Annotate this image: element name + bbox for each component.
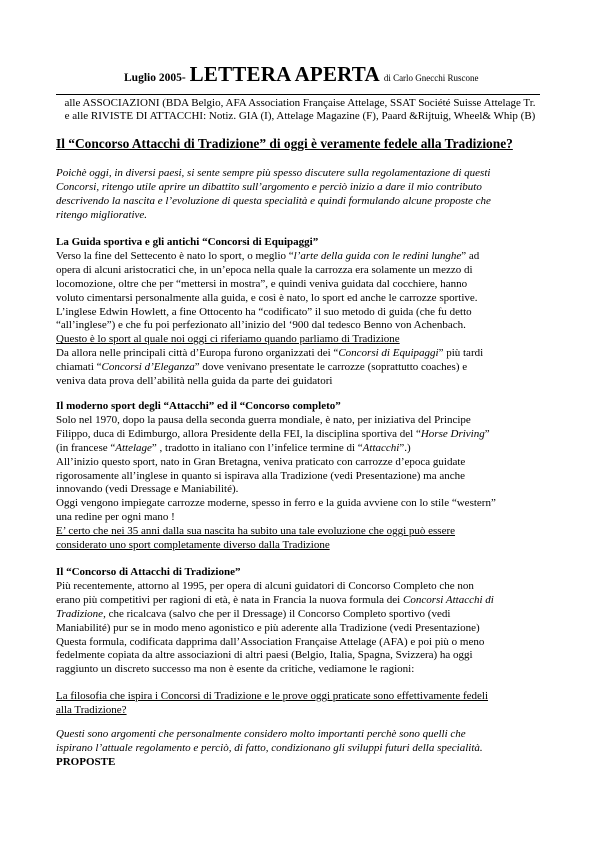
- question-line: La filosofia che ispira i Concorsi di Tradizione e le prove oggi praticate sono effettivamente fedeli: [56, 690, 489, 702]
- body-line: Questa formula, codificata dapprima dall’Association Française Attelage (AFA) e poi più o meno: [56, 635, 485, 648]
- body-line: innovando (vedi Dressage e Maniabilité).: [56, 483, 239, 496]
- text-run: erano più competitivi per ragioni di età, è nata in Francia la nuova formula dei: [56, 593, 403, 606]
- text-run: Verso la fine del Settecento è nato lo sport, o meglio “: [56, 249, 294, 262]
- intro-line: Poichè oggi, in diversi paesi, si sente sempre più spesso discutere sulla regolamentazione di questi: [56, 167, 491, 179]
- body-line: All’inizio questo sport, nato in Gran Bretagna, veniva praticato con carrozze d’epoca guidate: [56, 455, 466, 468]
- italic-phrase: Attelage: [115, 441, 152, 454]
- text-run: ”: [484, 427, 490, 440]
- text-run: (in francese “: [56, 441, 116, 454]
- italic-phrase: Concorsi Attacchi di: [403, 593, 494, 606]
- body-line: [56, 428, 546, 442]
- body-line: Maniabilité) pur se in modo meno agonistico e più aderente alla Tradizione (vedi Presentazione): [56, 621, 480, 634]
- body-line: [56, 347, 546, 361]
- body-line: veniva data prova dell’abilità nella guida da parte dei guidatori: [56, 375, 333, 388]
- section-heading: La Guida sportiva e gli antichi “Concorsi di Equipaggi”: [56, 236, 319, 248]
- body-line: rigorosamente all’inglese in quanto si ispirava alla Tradizione (vedi Presentazione) ma anche: [56, 469, 466, 482]
- body-line: [56, 594, 546, 608]
- body-line: “all’inglese”) e che fu poi perfezionato all’inizio del ‘900 dal tedesco Benno von Achenbach.: [56, 319, 466, 332]
- body-line: [56, 442, 546, 456]
- text-run: chiamati “: [56, 361, 102, 374]
- intro-paragraph: [56, 167, 546, 223]
- intro-line: ritengo migliorative.: [56, 208, 148, 221]
- intro-line: Concorsi, ritengo utile aprire un dibattito sull’argomento e perciò inizio a dare il mio contributo: [56, 180, 482, 193]
- header-title: LETTERA APERTA: [189, 62, 380, 86]
- body-line: Più recentemente, attorno al 1995, per opera di alcuni guidatori di Concorso Completo che non: [56, 579, 474, 592]
- body-line: locomozione, oltre che per “mettersi in mostra”, e quindi veniva guidata dal cocchiere, hanno: [56, 277, 468, 290]
- recipients-line-2: e alle RIVISTE DI ATTACCHI: Notiz. GIA (I), Attelage Magazine (F), Paard &Rijtuig, Wheel& Whip (B): [64, 110, 536, 122]
- section-heading: Il moderno sport degli “Attacchi” ed il “Concorso completo”: [56, 400, 341, 412]
- section-concorso-tradizione: [56, 566, 546, 677]
- body-line: [56, 361, 546, 375]
- text-run: Filippo, duca di Edimburgo, allora Presidente della FEI, la disciplina sportiva del “: [56, 427, 421, 440]
- header-date: Luglio 2005-: [124, 72, 186, 84]
- question-line: alla Tradizione?: [56, 703, 127, 716]
- underlined-statement: considerato uno sport completamente diverso dalla Tradizione: [56, 539, 330, 552]
- text-run: ” dove venivano presentate le carrozze (soprattutto coaches) e: [194, 361, 468, 374]
- letter-header: [124, 64, 479, 88]
- italic-phrase: Concorsi d’Eleganza: [101, 361, 195, 374]
- body-line: raggiunto un discreto successo ma non è esente da critiche, vediamone le ragioni:: [56, 663, 415, 676]
- section-guida-sportiva: [56, 236, 546, 389]
- body-line: Oggi vengono impiegate carrozze moderne, spesso in ferro e la guida avviene con lo stile “western”: [56, 497, 496, 510]
- body-line: L’inglese Edwin Howlett, a fine Ottocento ha “codificato” il suo metodo di guida (che fu detto: [56, 305, 472, 318]
- recipients-block: [58, 97, 542, 123]
- section-heading: Il “Concorso di Attacchi di Tradizione”: [56, 566, 241, 578]
- body-line: [56, 250, 546, 264]
- body-line: opera di alcuni aristocratici che, in un’epoca nella quale la carrozza era solamente un mezzo di: [56, 263, 473, 276]
- text-run: Da allora nelle principali città d’Europa furono organizzati dei “: [56, 347, 339, 360]
- closing-line: Questi sono argomenti che personalmente considero molto importanti perchè sono quelli che: [56, 728, 466, 740]
- italic-phrase: Horse Driving: [420, 427, 485, 440]
- section-moderno-sport: [56, 400, 546, 553]
- closing-line: ispirano l’attuale regolamento e perciò, di fatto, condizionano gli sviluppi futuri della specialità.: [56, 741, 483, 754]
- body-line: Solo nel 1970, dopo la pausa della seconda guerra mondiale, è nato, per iniziativa del Principe: [56, 413, 471, 426]
- proposals-heading: PROPOSTE: [56, 756, 116, 768]
- recipients-line-1: alle ASSOCIAZIONI (BDA Belgio, AFA Association Française Attelage, SSAT Société Suisse Attelage Tr.: [64, 97, 536, 109]
- text-run: , che ricalcava (salvo che per il Dressage) il Concorso Completo sportivo (vedi: [103, 607, 451, 620]
- main-title: Il “Concorso Attacchi di Tradizione” di oggi è veramente fedele alla Tradizione?: [56, 136, 513, 151]
- text-run: ” ad: [461, 249, 480, 262]
- italic-phrase: l’arte della guida con le redini lunghe: [293, 249, 462, 262]
- header-divider: [56, 94, 540, 95]
- italic-phrase: Attacchi: [362, 441, 400, 454]
- italic-phrase: Tradizione: [56, 607, 104, 620]
- key-question: [56, 690, 546, 718]
- body-line: voluto cimentarsi personalmente alla guida, e così è nato, lo sport ed anche le carrozze sportive.: [56, 291, 478, 304]
- body-line: una redine per ogni mano !: [56, 511, 175, 524]
- body-line: fedelmente copiata da altre associazioni di altri paesi (Belgio, Italia, Spagna, Svizzera) ha oggi: [56, 649, 473, 662]
- closing-paragraph: [56, 728, 546, 756]
- body-line: [56, 608, 546, 622]
- header-author: di Carlo Gnecchi Ruscone: [383, 73, 479, 83]
- underlined-statement: E’ certo che nei 35 anni dalla sua nascita ha subito una tale evoluzione che oggi può essere: [56, 525, 456, 538]
- underlined-statement: Questo è lo sport al quale noi oggi ci riferiamo quando parliamo di Tradizione: [56, 333, 400, 346]
- text-run: ”.): [399, 441, 411, 454]
- italic-phrase: Concorsi di Equipaggi: [338, 347, 439, 360]
- text-run: ” più tardi: [438, 347, 484, 360]
- text-run: ” , tradotto in italiano con l’infelice termine di “: [151, 441, 363, 454]
- intro-line: descrivendo la nascita e l’evoluzione di questa specialità e quindi formulando alcune proposte che: [56, 194, 491, 207]
